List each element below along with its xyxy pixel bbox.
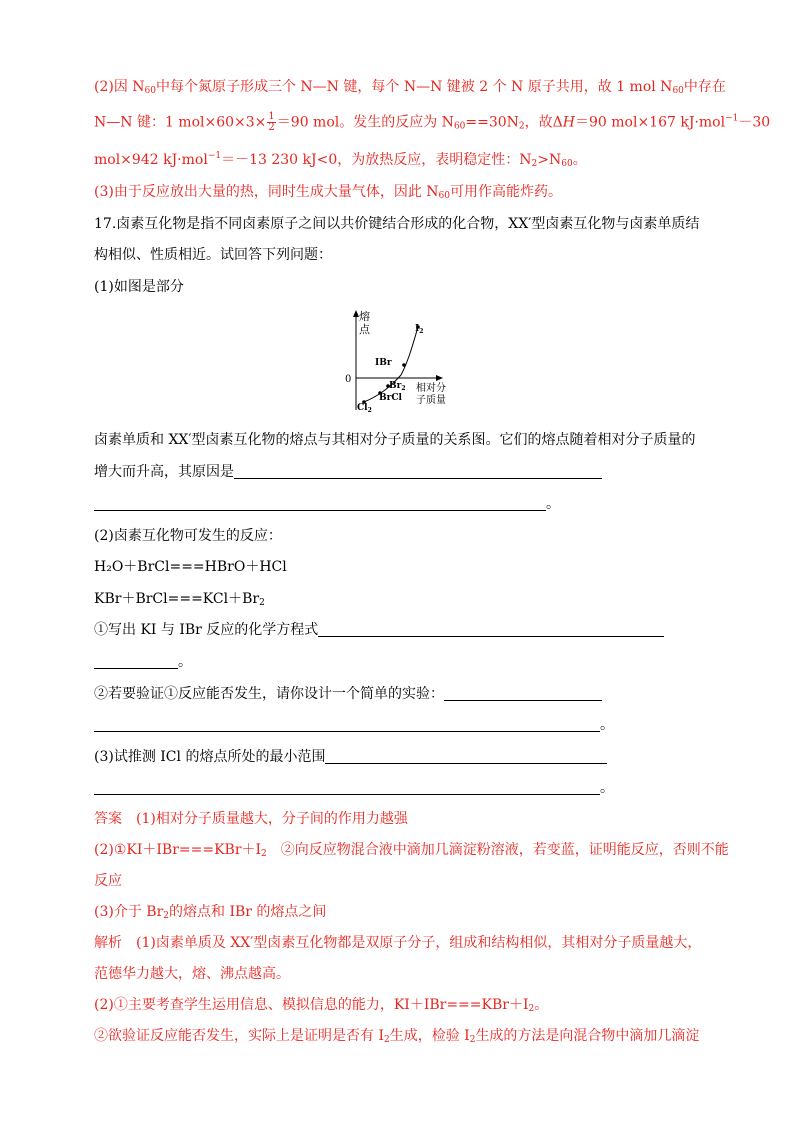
x-axis-label-2: 子质量 [416,395,446,406]
subscript: 60 [672,86,684,96]
period: 。 [546,496,560,512]
answer-blank[interactable] [94,654,178,669]
subscript: 2 [528,1004,535,1014]
superscript: −1 [725,113,739,124]
text: 的熔点和 IBr 的熔点之间 [169,904,327,920]
text: (2)①主要考查学生运用信息、模拟信息的能力，KI＋IBr===KBr＋I [94,997,529,1013]
label-i2: $I_2$ [415,324,424,335]
text: >N [537,152,562,168]
fraction-denominator: 2 [268,122,275,133]
label-cl2: $Cl_2$ [357,403,372,414]
subscript: 60 [144,86,156,96]
label-ibr: IBr [375,358,392,368]
answer-blank[interactable] [444,686,602,701]
question-17-part-2: (2)卤素互化物可发生的反应： [94,528,282,544]
answer-3 [94,902,326,922]
melting-point-graph [336,305,456,415]
text: (2)因 N [94,79,145,95]
label-brcl: BrCl [379,393,402,403]
text: ②向反应物混合液中滴加几滴淀粉溶液，若变蓝，证明能反应，否则不能 [266,842,729,858]
answer-blank[interactable] [94,717,600,732]
explanation-1: 解析 (1)卤素单质及 XX′型卤素互化物都是双原子分子，组成和结构相似，其相对分子质量越大， [94,935,702,951]
equation-2 [94,589,265,609]
answer-blank[interactable] [234,464,602,479]
fraction [267,112,275,133]
text: 生成的方法是向混合物中滴加几滴淀 [475,1028,700,1044]
prev-answer-line-3 [94,150,587,170]
question-2-2 [94,684,602,704]
answer-blank-line [94,652,192,672]
equation-1: H₂O＋BrCl===HBrO＋HCl [94,559,287,575]
question-17-intro-2: 构相似、性质相近。试回答下列问题： [94,247,332,263]
answer-blank-line [94,494,560,514]
enthalpy-symbol: H [562,114,575,131]
period: 。 [600,780,614,796]
text: 可用作高能炸药。 [449,184,562,200]
subscript: 2 [531,159,538,169]
text: (2)①KI＋IBr===KBr＋I [94,842,262,858]
answer-blank[interactable] [325,749,607,764]
text: KBr＋BrCl===KCl＋Br [94,591,260,607]
text: 生成，检验 I [389,1028,470,1044]
explanation-2: 范德华力越大，熔、沸点越高。 [94,966,290,982]
superscript: −1 [207,151,222,161]
answer-2-cont: 反应 [94,873,122,889]
subscript: 60 [438,191,450,201]
text: mol×942 kJ·mol [94,152,208,168]
answer-blank[interactable] [94,496,546,511]
question-2-1 [94,620,664,640]
y-axis-label-2: 点 [359,323,370,336]
question-3 [94,747,607,767]
subscript: 60 [561,159,573,169]
period: 。 [178,654,192,670]
prev-answer-line-4 [94,182,562,202]
y-axis-label-1: 熔 [359,310,370,323]
prev-answer-line-2 [94,112,770,133]
subscript: 2 [163,911,169,921]
x-axis-label-1: 相对分 [416,383,446,394]
origin-label: 0 [345,374,352,385]
text: N—N 键：1 mol×60×3× [94,114,267,131]
question-17-part-1-cont-1: 卤素单质和 XX′型卤素互化物的熔点与其相对分子质量的关系图。它们的熔点随着相对分子质量的 [94,432,696,448]
text: ＝90 mol×167 kJ·mol [575,114,726,131]
subscript: 2 [261,849,267,859]
text: ==30N [465,114,519,131]
answer-2 [94,840,729,860]
answer-1: 答案 (1)相对分子质量越大，分子间的作用力越强 [94,811,408,827]
period: 。 [600,717,614,733]
text: 中存在 [683,79,726,95]
text: (3)由于反应放出大量的热，同时生成大量气体，因此 N [94,184,439,200]
text: －30 [738,114,771,131]
text: 中每个氮原子形成三个 N—N 键，每个 N—N 键被 2 个 N 原子共用，故 1 mol N [155,79,673,95]
label-br2: $Br_2$ [389,381,406,392]
text: ②欲验证反应能否发生，实际上是证明是否有 I [94,1028,384,1044]
explanation-3 [94,995,548,1015]
text: 。 [572,152,587,168]
question-17-intro-1: 17.卤素互化物是指不同卤素原子之间以共价键结合形成的化合物，XX′型卤素互化物与卤素单质结 [94,216,700,232]
subscript: 2 [469,1035,476,1045]
answer-blank-line [94,715,614,735]
text: ①写出 KI 与 IBr 反应的化学方程式 [94,622,319,638]
point-ibr [402,363,406,367]
answer-blank-line [94,778,614,798]
subscript: 2 [259,598,265,608]
prev-answer-line-1 [94,77,726,97]
text: 。 [534,997,549,1013]
subscript: 2 [383,1035,390,1045]
explanation-4 [94,1026,699,1046]
text: (3)介于 Br [94,904,164,920]
text: (3)试推测 ICl 的熔点所处的最小范围 [94,749,326,765]
question-17-part-1-cont-2 [94,462,602,482]
text: ＝90 mol。发生的反应为 N [276,114,454,131]
subscript: 60 [453,121,466,132]
text: 增大而升高，其原因是 [94,464,234,480]
question-17-part-1: (1)如图是部分 [94,279,184,295]
text: ＝－13 230 kJ<0，为放热反应，表明稳定性：N [221,152,532,168]
text: ，故Δ [524,114,563,131]
answer-blank[interactable] [318,622,664,637]
subscript: 2 [518,121,525,132]
answer-blank[interactable] [94,780,600,795]
text: ②若要验证①反应能否发生，请你设计一个简单的实验： [94,686,444,702]
fraction-numerator: 1 [268,111,275,122]
x-axis-arrow [436,375,443,381]
